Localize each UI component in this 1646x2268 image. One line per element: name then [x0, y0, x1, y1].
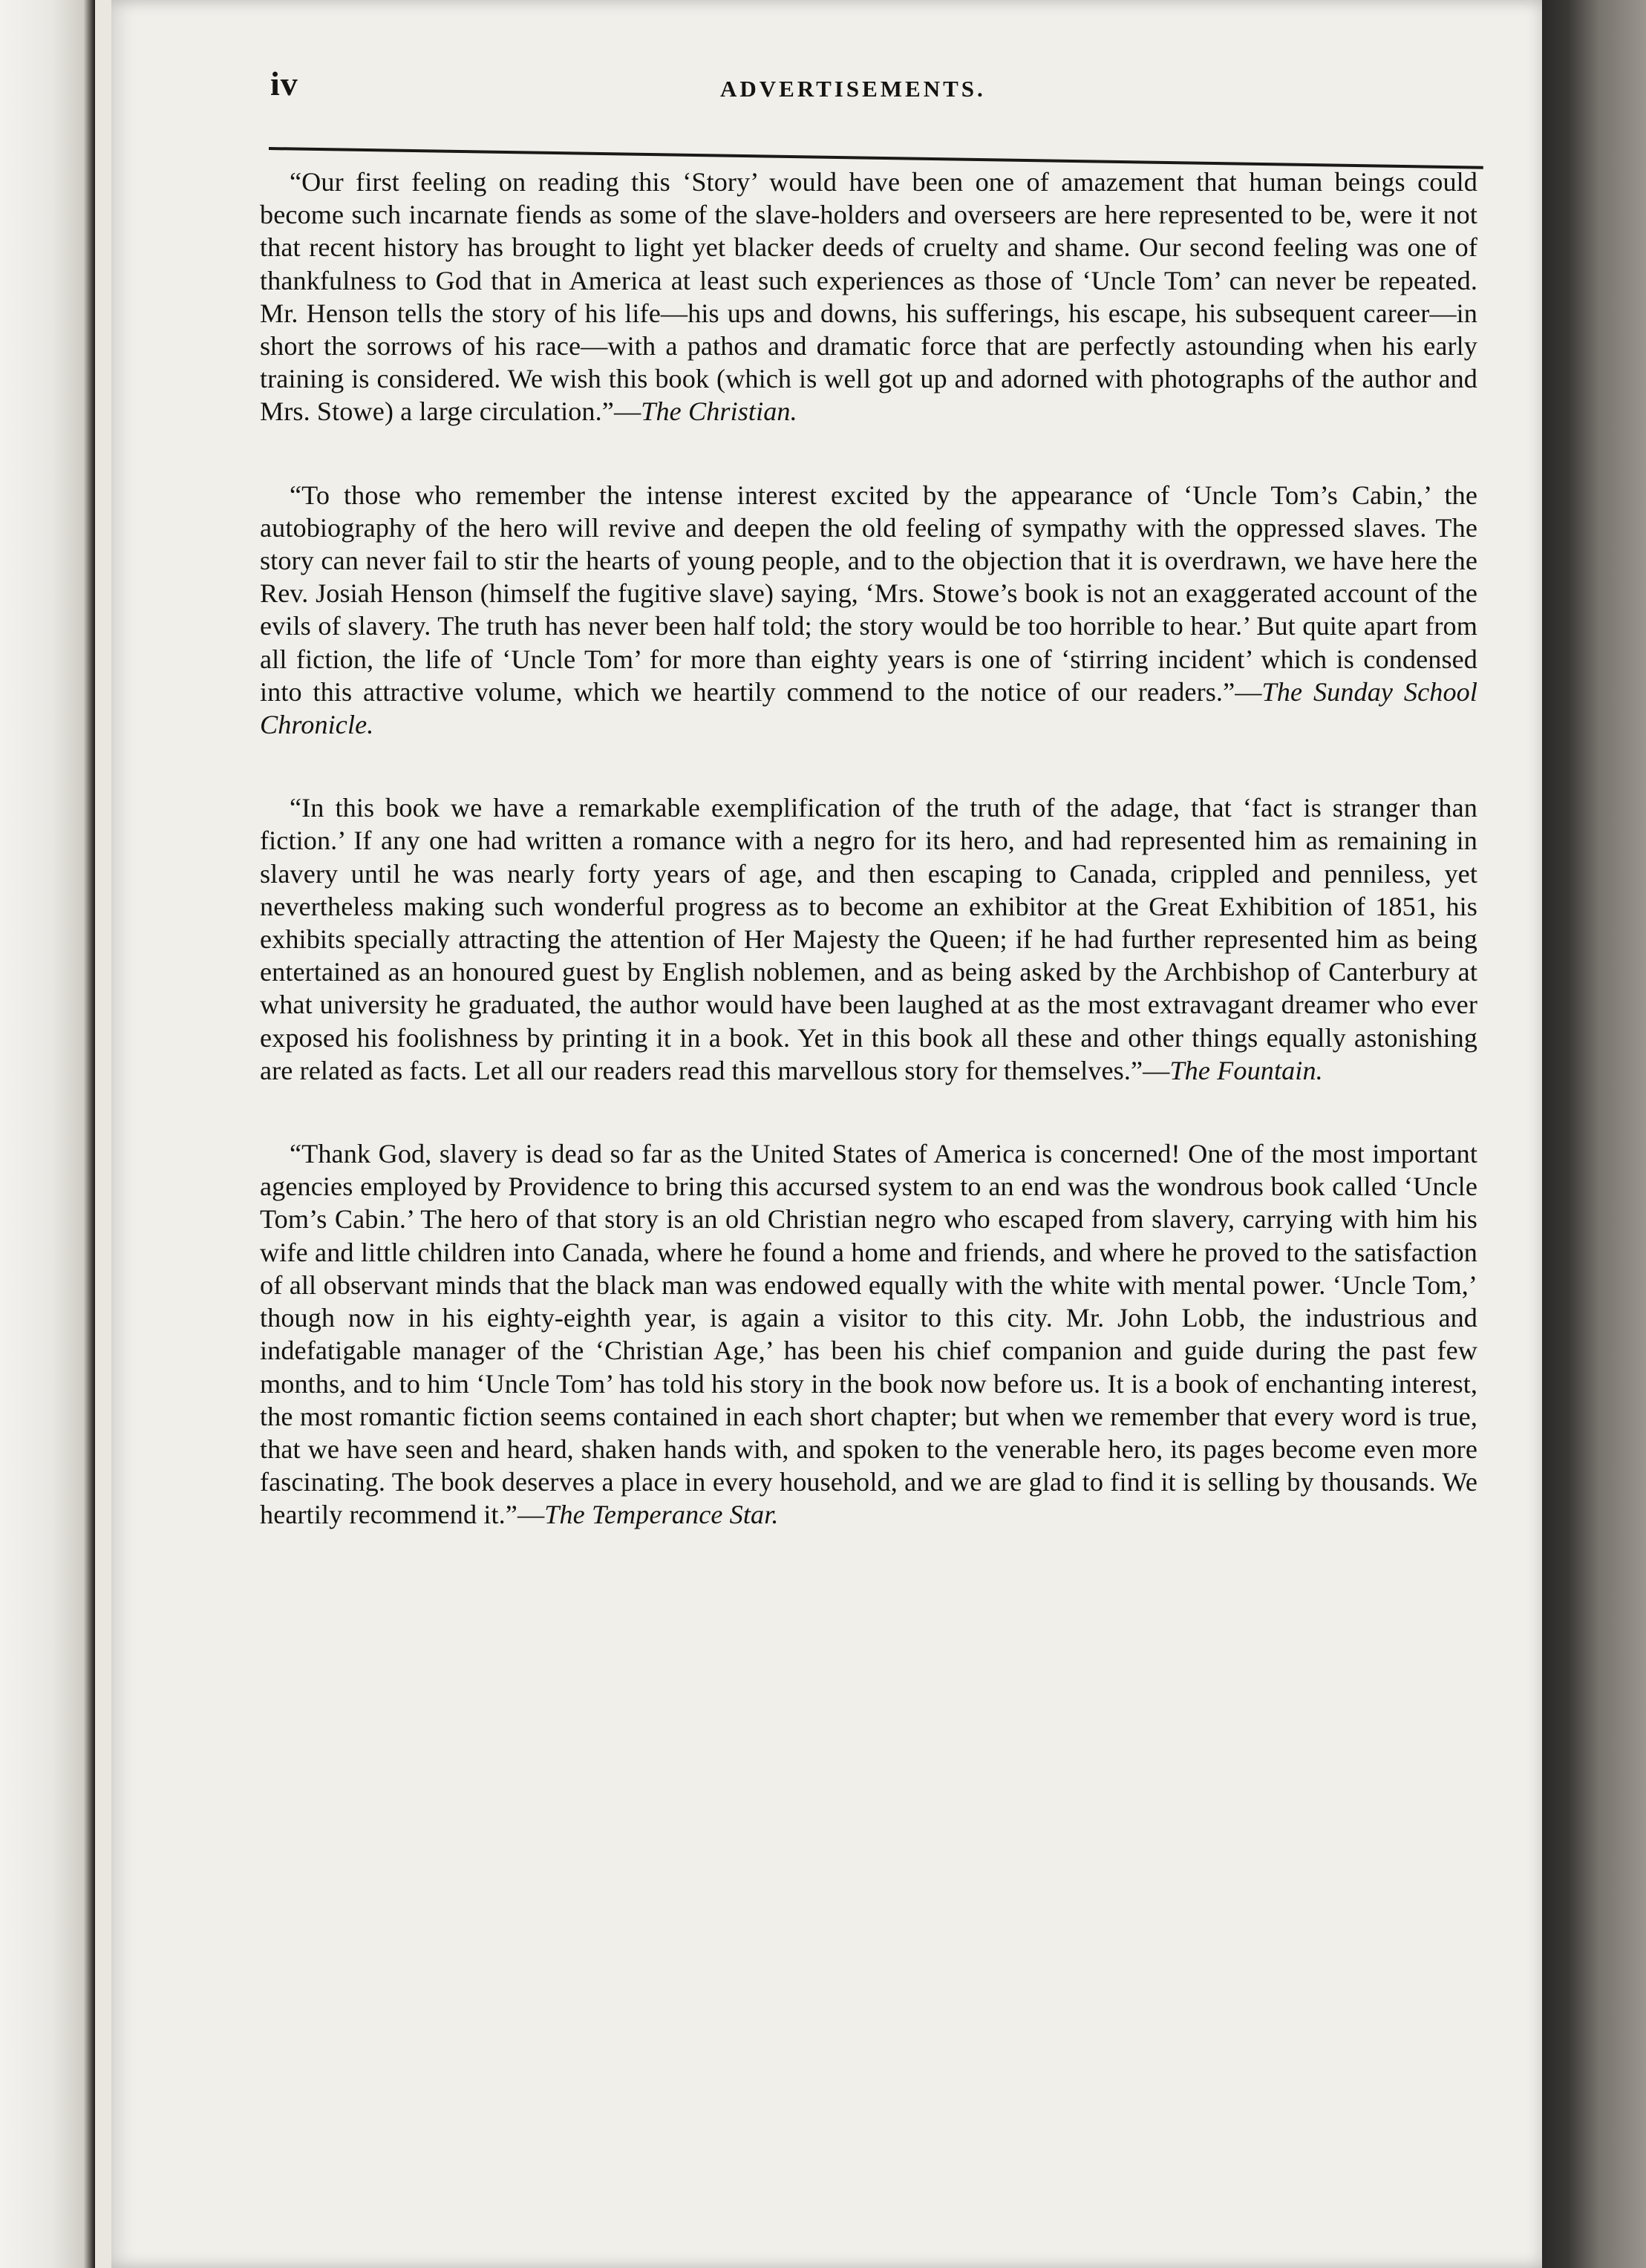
attribution-dash: —: [613, 396, 641, 427]
review-source: The Fountain.: [1169, 1055, 1323, 1085]
review-christian: [260, 166, 1477, 428]
review-temperance-star: [260, 1137, 1477, 1531]
review-text: “To those who remember the intense interest excited by the appearance of ‘Uncle Tom’s Cabin,’ the autobiography of the hero will revive and deepen the old feeling of sympathy with the oppressed slaves. The story can never fail to stir the hearts of young people, and to the objection that it is overdrawn, we have here the Rev. Josiah Henson (himself the fugitive slave) saying, ‘Mrs. Stowe’s book is not an exaggerated account of the evils of slavery. The truth has never been half told; the story would be too horrible to hear.’ But quite apart from all fiction, the life of ‘Uncle Tom’ for more than eighty years is one of ‘stirring incident’ which is condensed into this attractive volume, which we heartily commend to the notice of our readers.”: [260, 480, 1477, 707]
running-head: ADVERTISEMENTS.: [720, 76, 986, 102]
review-source: The Sunday School Chronicle.: [260, 676, 1477, 740]
review-source: The Christian.: [641, 396, 797, 427]
left-page-edge: [0, 0, 95, 2268]
attribution-dash: —: [517, 1500, 545, 1530]
review-list: [260, 166, 1477, 1532]
page-number: iv: [270, 65, 298, 102]
review-sunday-school-chronicle: [260, 479, 1477, 742]
attribution-dash: —: [1143, 1055, 1170, 1085]
page-header: [156, 64, 1485, 122]
review-text: “In this book we have a remarkable exemplification of the truth of the adage, that ‘fact is stranger than fiction.’ If any one had written a romance with a negro for its hero, and had represented him as remaining in slavery until he was nearly forty years of age, and then escaping to Canada, crippled and penniless, yet nevertheless making such wonderful progress as to become an exhibitor at the Great Exhibition of 1851, his exhibits specially attracting the attention of Her Majesty the Queen; if he had further represented him as being entertained as an honoured guest by English noblemen, and as being asked by the Archbishop of Canterbury at what university he graduated, the author would have been laughed at as the most extravagant dreamer who ever exposed his foolishness by printing it in a book. Yet in this book all these and other things equally astonishing are related as facts. Let all our readers read this marvellous story for themselves.”: [260, 793, 1477, 1085]
review-text: “Thank God, slavery is dead so far as the United States of America is concerned! One of the most important agencies employed by Providence to bring this accursed system to an end was the wondrous book called ‘Uncle Tom’s Cabin.’ The hero of that story is an old Christian negro who escaped from slavery, carrying with him his wife and little children into Canada, where he found a home and friends, and where he proved to the satisfaction of all observant minds that the black man was endowed equally with the white with mental power. ‘Uncle Tom,’ though now in his eighty-eighth year, is again a visitor to this city. Mr. John Lobb, the industrious and indefatigable manager of the ‘Christian Age,’ has been his chief companion and guide during the past few months, and to him ‘Uncle Tom’ has told his story in the book now before us. It is a book of enchanting interest, the most romantic fiction seems contained in each short chapter; but when we remember that every word is true, that we have seen and heard, shaken hands with, and spoken to the venerable hero, its pages become even more fascinating. The book deserves a place in every household, and we are glad to find it is selling by thousands. We heartily recommend it.”: [260, 1139, 1477, 1530]
attribution-dash: —: [1235, 676, 1262, 707]
right-binding-shadow: [1542, 0, 1646, 2268]
review-fountain: [260, 791, 1477, 1087]
review-text: “Our first feeling on reading this ‘Story’ would have been one of amazement that human beings could become such incarnate fiends as some of the slave-holders and overseers are here represented to be, were it not that recent history has brought to light yet blacker deeds of cruelty and shame. Our second feeling was one of thankfulness to God that in America at least such experiences as those of ‘Uncle Tom’ can never be repeated. Mr. Henson tells the story of his life—his ups and downs, his sufferings, his escape, his subsequent career—in short the sorrows of his race—with a pathos and dramatic force that are perfectly astounding when his early training is considered. We wish this book (which is well got up and adorned with photographs of the author and Mrs. Stowe) a large circulation.”: [260, 167, 1477, 427]
review-source: The Temperance Star.: [544, 1500, 779, 1530]
